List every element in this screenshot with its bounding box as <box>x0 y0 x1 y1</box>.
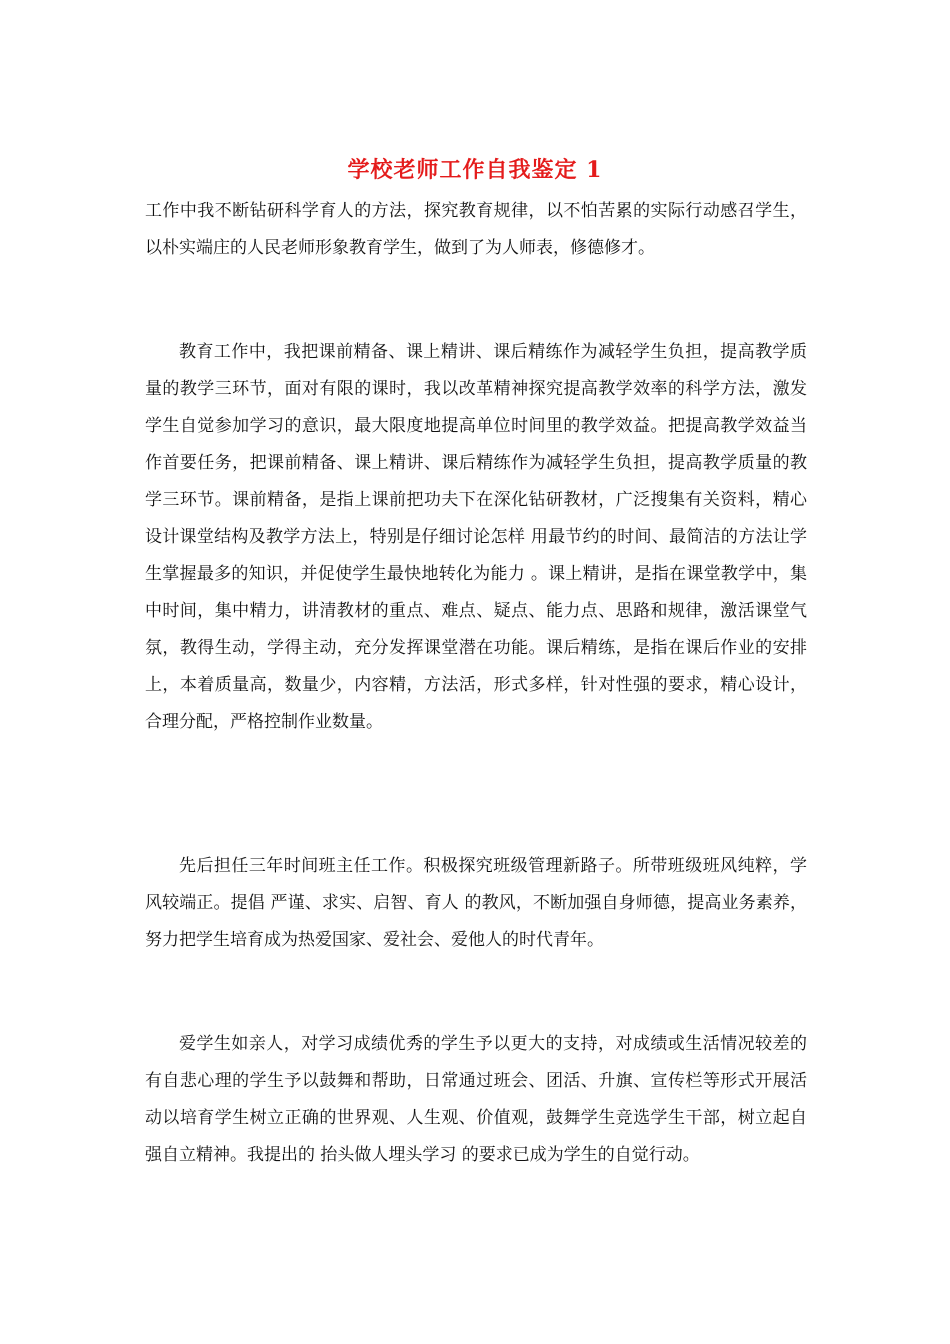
paragraph-class-management: 先后担任三年时间班主任工作。积极探究班级管理新路子。所带班级班风纯粹，学风较端正。提倡 严谨、求实、启智、育人 的教风，不断加强自身师德，提高业务素养，努力把学生培育成为热爱国家、爱社会、爱他人的时代青年。 <box>145 856 807 950</box>
document-title: 学校老师工作自我鉴定 1 <box>347 157 603 183</box>
paragraph-teaching: 教育工作中，我把课前精备、课上精讲、课后精练作为减轻学生负担，提高教学质量的教学三环节，面对有限的课时，我以改革精神探究提高教学效率的科学方法，激发学生自觉参加学习的意识，最大限度地提高单位时间里的教学效益。把提高教学效益当作首要任务，把课前精备、课上精讲、课后精练作为减轻学生负担，提高教学质量的教学三环节。课前精备，是指上课前把功夫下在深化钻研教材，广泛搜集有关资料，精心设计课堂结构及教学方法上，特别是仔细讨论怎样 用最节约的时间、最简洁的方法让学生掌握最多的知识，并促使学生最快地转化为能力 。课上精讲，是指在课堂教学中，集中时间，集中精力，讲清教材的重点、难点、疑点、能力点、思路和规律，激活课堂气氛，教得生动，学得主动，充分发挥课堂潜在功能。课后精练，是指在课后作业的安排上，本着质量高，数量少，内容精，方法活，形式多样，针对性强的要求，精心设计，合理分配，严格控制作业数量。 <box>145 342 807 732</box>
paragraph-student-care: 爱学生如亲人，对学习成绩优秀的学生予以更大的支持，对成绩或生活情况较差的有自悲心理的学生予以鼓舞和帮助，日常通过班会、团活、升旗、宣传栏等形式开展活动以培育学生树立正确的世界观、人生观、价值观，鼓舞学生竞选学生干部，树立起自强自立精神。我提出的 抬头做人埋头学习 的要求已成为学生的自觉行动。 <box>145 1034 807 1165</box>
paragraph-intro: 工作中我不断钻研科学育人的方法，探究教育规律，以不怕苦累的实际行动感召学生，以朴实端庄的人民老师形象教育学生，做到了为人师表，修德修才。 <box>145 201 807 258</box>
